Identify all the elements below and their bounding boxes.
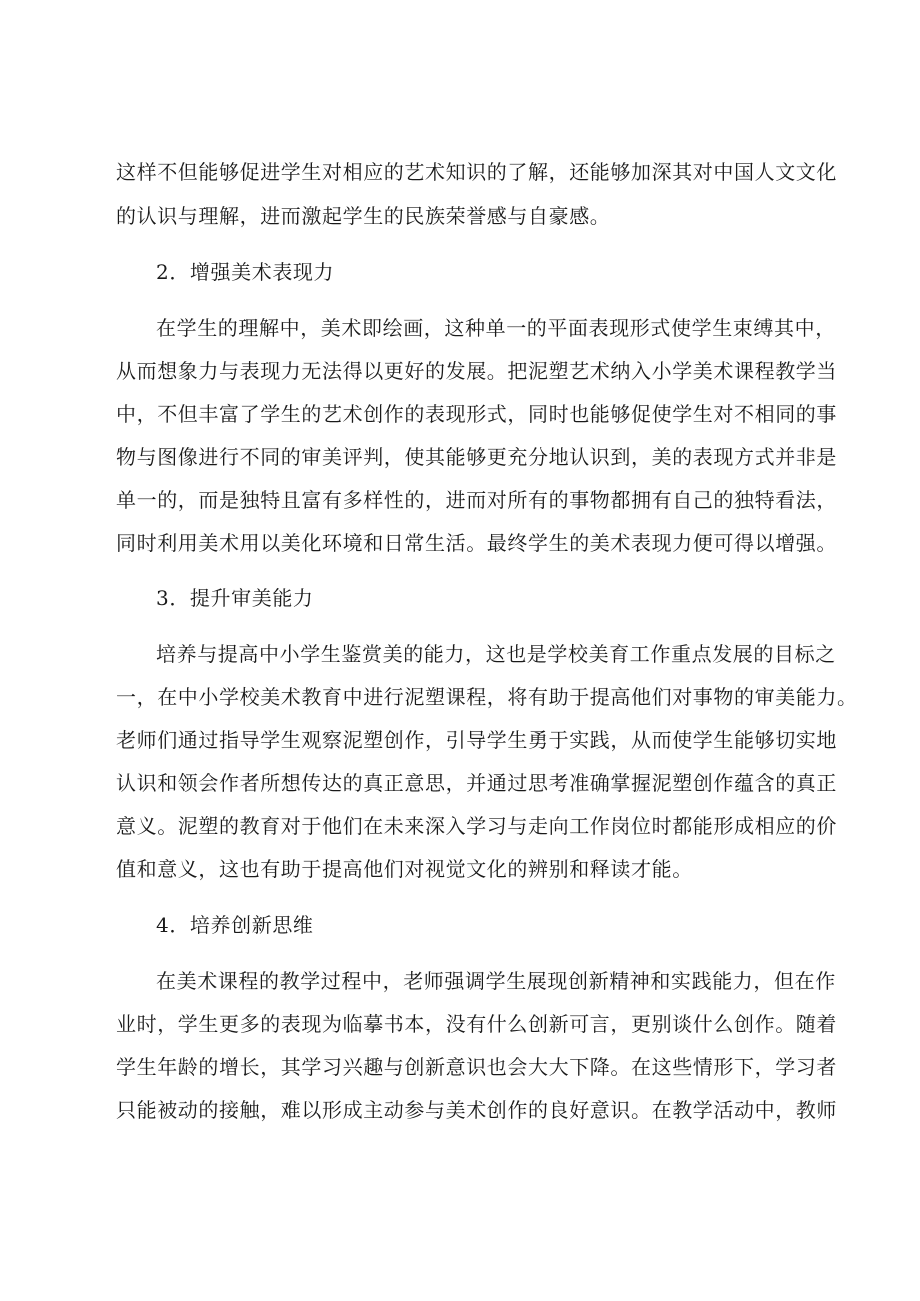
paragraph-4-line-1: 在美术课程的教学过程中，老师强调学生展现创新精神和实践能力，但在作 [156,969,836,993]
paragraph-2-line-1: 在学生的理解中，美术即绘画，这种单一的平面表现形式使学生束缚其中， [156,316,836,340]
paragraph-3-line-4: 认识和领会作者所想传达的真正意思，并通过思考准确掌握泥塑创作蕴含的真正 [116,771,837,795]
paragraph-3-line-3: 老师们通过指导学生观察泥塑创作，引导学生勇于实践，从而使学生能够切实地 [116,728,837,752]
paragraph-2-line-4: 物与图像进行不同的审美评判，使其能够更充分地认识到，美的表现方式并非是 [116,445,837,469]
paragraph-2-line-6: 同时利用美术用以美化环境和日常生活。最终学生的美术表现力便可得以增强。 [116,531,837,555]
paragraph-3-line-5: 意义。泥塑的教育对于他们在未来深入学习与走向工作岗位时都能形成相应的价 [116,814,837,838]
paragraph-4-line-4: 只能被动的接触，难以形成主动参与美术创作的良好意识。在教学活动中，教师 [116,1098,837,1122]
paragraph-4-line-3: 学生年龄的增长，其学习兴趣与创新意识也会大大下降。在这些情形下，学习者 [116,1055,837,1079]
section-heading-2: 2．增强美术表现力 [156,260,335,284]
section-heading-3: 3．提升审美能力 [156,586,314,610]
paragraph-4-line-2: 业时，学生更多的表现为临摹书本，没有什么创新可言，更别谈什么创作。随着 [116,1012,837,1036]
paragraph-1-line-2: 的认识与理解，进而激起学生的民族荣誉感与自豪感。 [116,204,611,228]
paragraph-3-line-1: 培养与提高中小学生鉴赏美的能力，这也是学校美育工作重点发展的目标之 [156,642,836,666]
paragraph-1-line-1: 这样不但能够促进学生对相应的艺术知识的了解，还能够加深其对中国人文文化 [116,160,837,184]
paragraph-2-line-5: 单一的，而是独特且富有多样性的，进而对所有的事物都拥有自己的独特看法， [116,488,837,512]
section-heading-4: 4．培养创新思维 [156,913,314,937]
paragraph-3-line-6: 值和意义，这也有助于提高他们对视觉文化的辨别和释读才能。 [116,857,693,881]
paragraph-2-line-3: 中，不但丰富了学生的艺术创作的表现形式，同时也能够促使学生对不相同的事 [116,402,837,426]
paragraph-3-line-2: 一，在中小学校美术教育中进行泥塑课程，将有助于提高他们对事物的审美能力。 [116,685,858,709]
paragraph-2-line-2: 从而想象力与表现力无法得以更好的发展。把泥塑艺术纳入小学美术课程教学当 [116,359,837,383]
